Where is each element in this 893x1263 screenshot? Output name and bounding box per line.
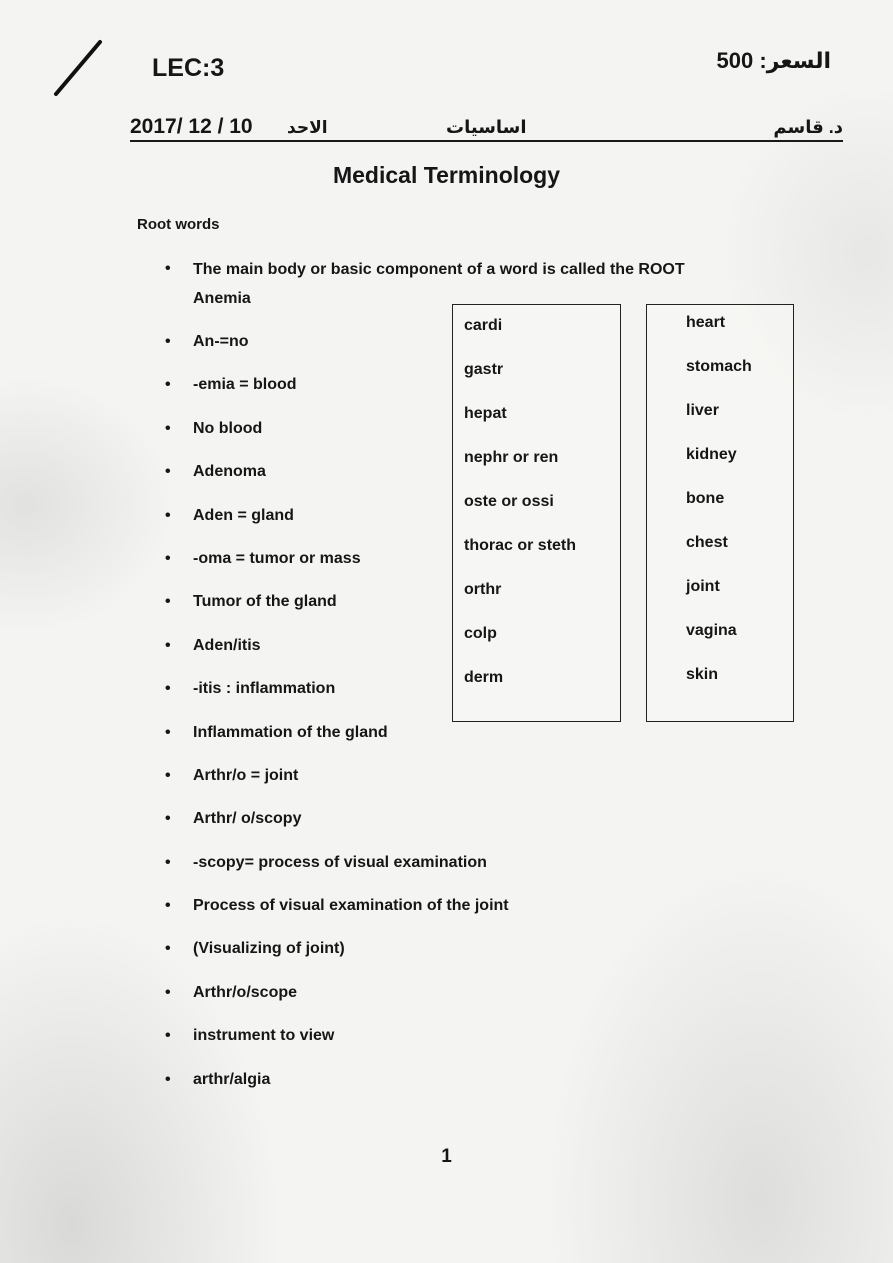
document-title: Medical Terminology — [332, 162, 561, 188]
bullet-dot: • — [165, 419, 171, 437]
header-underline-row — [130, 110, 843, 142]
root-meaning: bone — [686, 490, 725, 507]
bullet-dot: • — [165, 549, 171, 567]
root-meaning: chest — [686, 534, 728, 551]
list-item-text: Inflammation of the gland — [193, 723, 388, 741]
bullet-dot: • — [165, 723, 171, 741]
list-item-text: Process of visual examination of the joint — [193, 897, 509, 915]
bullet-dot: • — [165, 506, 171, 524]
root-word: oste or ossi — [464, 493, 554, 510]
bullet-dot: • — [165, 1027, 171, 1045]
list-item-text: Arthr/o/scope — [193, 983, 298, 1001]
list-item-text: instrument to view — [193, 1027, 335, 1045]
bullet-dot: • — [165, 593, 171, 611]
list-item-text: Arthr/o = joint — [193, 766, 299, 784]
bullet-dot: • — [165, 940, 171, 958]
list-item-text: Aden/itis — [193, 636, 261, 654]
bullet-dot: • — [165, 810, 171, 828]
pen-slash-mark — [52, 38, 104, 98]
list-item — [165, 1027, 509, 1070]
root-meaning: heart — [686, 314, 726, 331]
list-item-text: (Visualizing of joint) — [193, 940, 345, 958]
root-word: cardi — [464, 317, 503, 334]
page-number: 1 — [441, 1146, 452, 1167]
bullet-dot: • — [165, 333, 171, 350]
root-meaning: liver — [686, 402, 719, 419]
list-item — [165, 724, 509, 767]
bullet-dot: • — [165, 983, 171, 1001]
list-item — [165, 897, 509, 940]
root-word: nephr or ren — [464, 449, 559, 466]
root-meaning: kidney — [686, 446, 737, 463]
root-meaning: joint — [686, 578, 720, 595]
bullet-dot: • — [165, 376, 171, 394]
list-item-text: Aden = gland — [193, 506, 294, 524]
root-word: colp — [464, 625, 497, 642]
root-meaning: stomach — [686, 358, 752, 375]
root-meaning: vagina — [686, 622, 737, 639]
list-item-text: Arthr/ o/scopy — [193, 810, 302, 828]
root-meaning: skin — [686, 666, 719, 683]
subject-name: اساسيات — [446, 117, 527, 137]
list-item-text: No blood — [193, 419, 263, 437]
meanings-list — [686, 314, 752, 710]
list-item — [165, 984, 509, 1027]
root-words-list — [464, 317, 576, 713]
bullet-dot: • — [165, 260, 171, 277]
bullet-dot: • — [165, 897, 171, 915]
list-item-text: -emia = blood — [193, 376, 297, 394]
bullet-dot: • — [165, 853, 171, 871]
bullet-dot: • — [165, 766, 171, 784]
root-word: thorac or steth — [464, 537, 577, 554]
root-words-box — [452, 304, 621, 722]
bullet-dot: • — [165, 463, 171, 481]
bullet-dot: • — [165, 680, 171, 698]
bullet-dot: • — [165, 1070, 171, 1088]
example-word: Anemia — [193, 290, 251, 307]
list-item — [165, 810, 509, 853]
root-word: derm — [464, 669, 504, 686]
bullet-dot: • — [165, 636, 171, 654]
list-item — [165, 940, 509, 983]
section-title: Root words — [137, 216, 220, 233]
list-item — [165, 854, 509, 897]
list-item-text: Adenoma — [193, 463, 266, 481]
list-item-text: -itis : inflammation — [193, 680, 336, 698]
meanings-box — [646, 304, 794, 722]
list-item — [165, 1071, 509, 1114]
list-item-text: An-=no — [193, 333, 249, 350]
intro-definition: The main body or basic component of a word is called the ROOT — [193, 261, 685, 278]
list-item — [165, 767, 509, 810]
lecture-number: LEC:3 — [152, 54, 225, 82]
root-word: gastr — [464, 361, 504, 378]
lecture-day: الاحد — [287, 118, 328, 137]
list-item-text: arthr/algia — [193, 1070, 271, 1088]
list-item-text: Tumor of the gland — [193, 593, 337, 611]
lecture-date: 2017/ 12 / 10 — [130, 115, 253, 138]
price-label: السعر: 500 — [716, 48, 831, 73]
list-item-text: -scopy= process of visual examination — [193, 853, 487, 871]
root-word: orthr — [464, 581, 502, 598]
root-word: hepat — [464, 405, 507, 422]
doctor-name: د. قاسم — [773, 117, 843, 137]
list-item-text: -oma = tumor or mass — [193, 549, 361, 567]
